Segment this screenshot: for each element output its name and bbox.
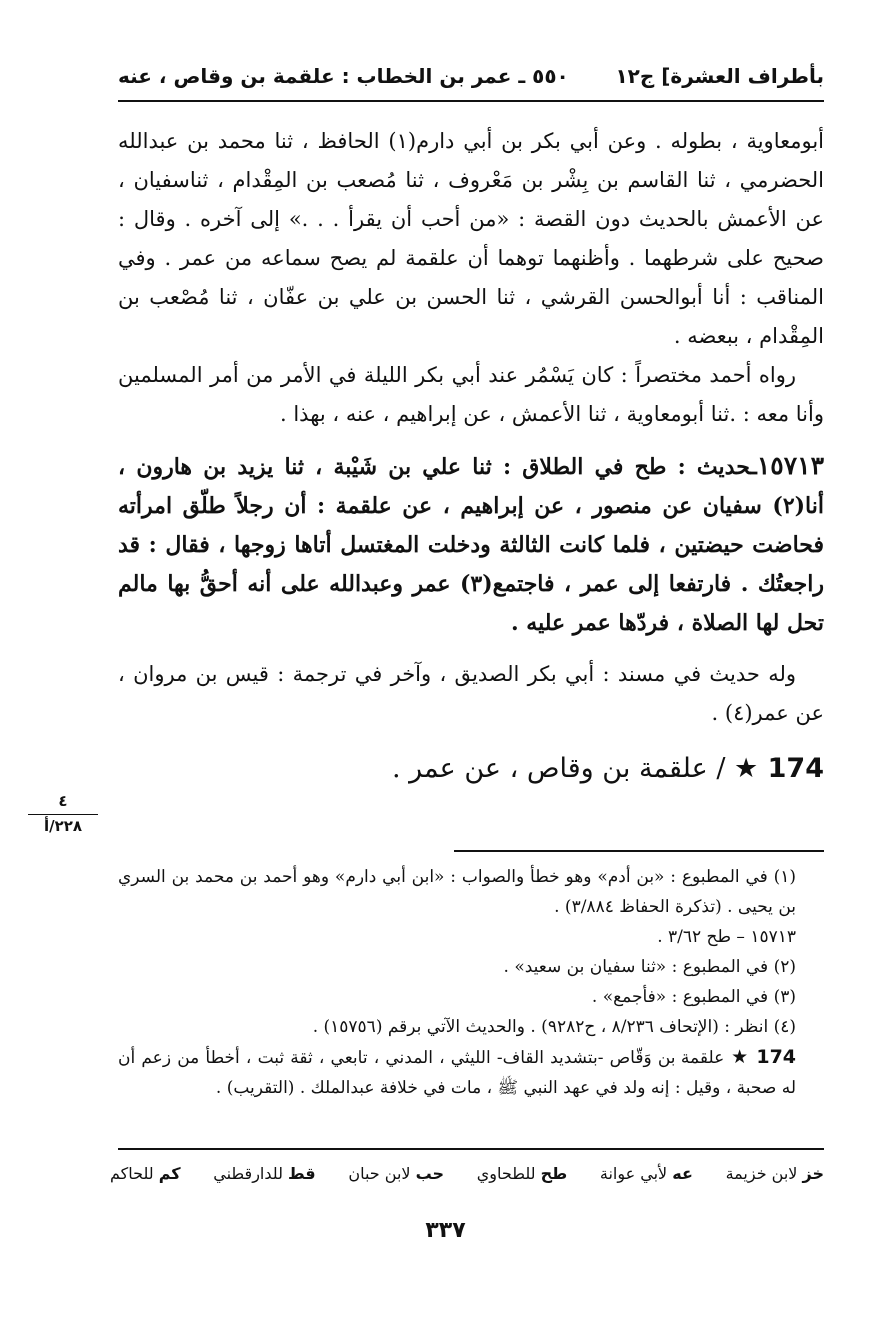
header-section-title: ٥٥٠ ـ عمر بن الخطاب : علقمة بن وقاص ، عنه bbox=[118, 64, 569, 88]
hadith-text: ـحديث : طح في الطلاق : ثنا علي بن شَيْبة ، ثنا يزيد بن هارون ، أنا(٢) سفيان عن منصور ، عن إبراهيم ، عن علقمة : أن رجلاً طلّق امرأته فحاضت حيضتين ، فلما كانت الثالثة ودخلت المغتسل أتاها زوجها ، فقال : قد راجعتُك . فارتفعا إلى عمر ، فاجتمع(٣) عمر وعبدالله على أنه أحقُّ بها مالم تحل لها الصلاة ، فردّها عمر عليه . bbox=[118, 454, 824, 636]
header-rule bbox=[118, 100, 824, 102]
header-volume-title: بأطراف العشرة] ج١٢ bbox=[615, 64, 824, 88]
hadith-number: ١٥٧١٣ bbox=[756, 451, 824, 480]
biography-number: 174 ★ bbox=[730, 1046, 797, 1068]
paragraph-ahmad: رواه أحمد مختصراً : كان يَسْمُر عند أبي بكر الليلة في الأمر من أمر المسلمين وأنا معه : .ثنا أبومعاوية ، ثنا الأعمش ، عن إبراهيم ، عنه ، بهذا . bbox=[118, 363, 824, 426]
footnote-1: (١) في المطبوع : «بن أدم» وهو خطأ والصواب : «ابن أبي دارم» وهو أحمد بن محمد بن السري بن يحيى . (تذكرة الحفاظ ٣/٨٨٤) . bbox=[118, 867, 796, 917]
legend-item: كم للحاكم bbox=[110, 1164, 181, 1183]
footnote-3: (٣) في المطبوع : «فأجمع» . bbox=[591, 987, 796, 1007]
legend-item: خز لابن خزيمة bbox=[725, 1164, 824, 1183]
footnotes bbox=[118, 862, 824, 1103]
hadith-entry bbox=[118, 446, 824, 643]
manuscript-folio-ref bbox=[28, 790, 98, 837]
legend-item: حب لابن حبان bbox=[348, 1164, 445, 1183]
footnote-2: (٢) في المطبوع : «ثنا سفيان بن سعيد» . bbox=[503, 957, 796, 977]
footnote-hadith-ref: ١٥٧١٣ – طح ٣/٦٢ . bbox=[657, 927, 796, 947]
biography-text: علقمة بن وَقّاص -بتشديد القاف- الليثي ، المدني ، تابعي ، ثقة ثبت ، أخطأ من زعم أن له صحبة ، وقيل : إنه ولد في عهد النبي ﷺ ، مات في خلافة عبدالملك . (التقريب) . bbox=[118, 1048, 796, 1098]
footnote-biography bbox=[118, 1042, 824, 1103]
legend-item: طح للطحاوي bbox=[476, 1164, 568, 1183]
paragraph-cross-reference: وله حديث في مسند : أبي بكر الصديق ، وآخر في ترجمة : قيس بن مروان ، عن عمر(٤) . bbox=[118, 662, 824, 725]
entry-number: 174 ★ bbox=[734, 753, 824, 784]
legend-item: قط للدارقطني bbox=[213, 1164, 316, 1183]
main-text bbox=[118, 122, 824, 791]
folio-ref-bottom: ٢٢٨/أ bbox=[43, 817, 83, 835]
footnote-separator bbox=[454, 850, 824, 852]
entry-title: / علقمة بن وقاص ، عن عمر . bbox=[391, 753, 726, 784]
narrator-entry bbox=[118, 747, 824, 791]
running-header bbox=[118, 58, 824, 94]
abbreviation-legend bbox=[110, 1160, 824, 1188]
legend-separator bbox=[118, 1148, 824, 1150]
paragraph-continuation: أبومعاوية ، بطوله . وعن أبي بكر بن أبي دارم(١) الحافظ ، ثنا محمد بن عبدالله الحضرمي ، ثنا القاسم بن بِشْر بن مَعْروف ، ثنا مُصعب بن المِقْدام ، ثناسفيان ، عن الأعمش بالحديث دون القصة : «من أحب أن يقرأ . . .» إلى آخره . وقال : صحيح على شرطهما . وأظنهما توهما أن علقمة لم يصح سماعه من عمر . وفي المناقب : أنا أبوالحسن القرشي ، ثنا الحسن بن علي بن عفّان ، ثنا مُصْعب بن المِقْدام ، ببعضه . bbox=[118, 129, 825, 348]
folio-ref-top: ٤ bbox=[28, 790, 98, 815]
footnote-4: (٤) انظر : (الإتحاف ٨/٢٣٦ ، ح٩٢٨٢) . والحديث الآتي برقم (١٥٧٥٦) . bbox=[312, 1017, 796, 1037]
page-number: ٣٣٧ bbox=[425, 1218, 466, 1243]
legend-item: عه لأبي عوانة bbox=[599, 1164, 693, 1183]
